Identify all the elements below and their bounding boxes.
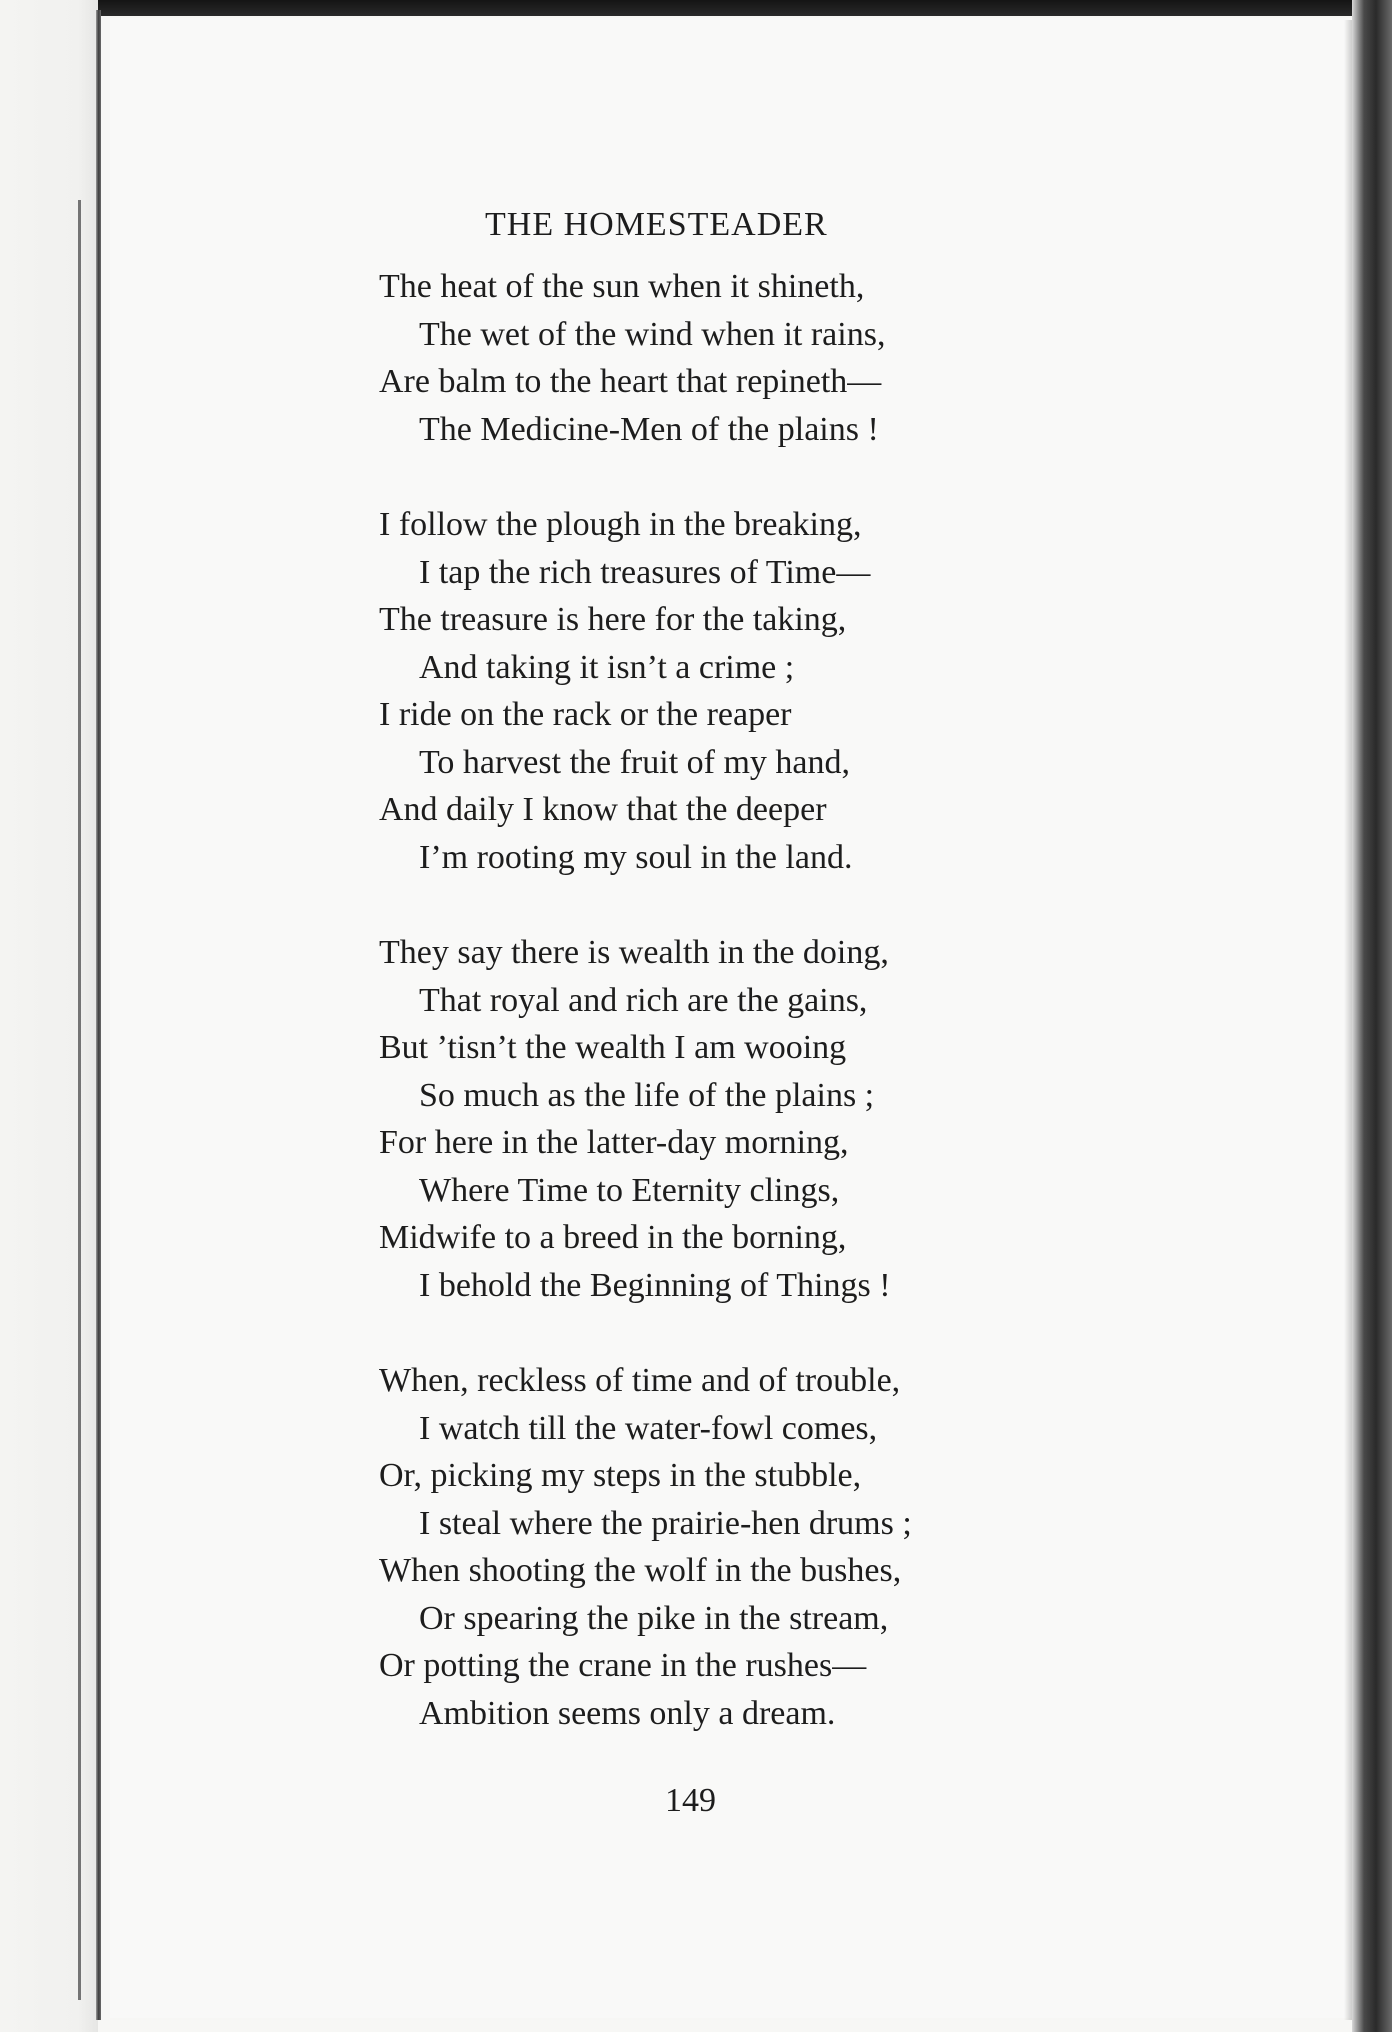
poem-line: Ambition seems only a dream. (419, 1694, 836, 1732)
poem (379, 205, 1099, 1785)
facing-page-edge (0, 0, 98, 2032)
poem-line: I behold the Beginning of Things ! (419, 1266, 891, 1304)
page-number: 149 (665, 1782, 716, 1819)
page-gutter-shadow (78, 200, 81, 2000)
poem-line: But ’tisn’t the wealth I am wooing (379, 1029, 847, 1066)
poem-line: Where Time to Eternity clings, (419, 1171, 840, 1209)
stanza (379, 929, 1099, 1309)
poem-line: I’m rooting my soul in the land. (419, 838, 853, 876)
poem-line: Or potting the crane in the rushes— (379, 1647, 867, 1684)
poem-line: I watch till the water-fowl comes, (419, 1409, 878, 1447)
poem-line: The wet of the wind when it rains, (419, 315, 886, 353)
poem-line: Are balm to the heart that repineth— (379, 363, 882, 400)
book-top-edge (0, 0, 1392, 16)
poem-line: I tap the rich treasures of Time— (419, 553, 871, 591)
poem-line: And daily I know that the deeper (379, 791, 827, 828)
poem-line: They say there is wealth in the doing, (379, 934, 889, 971)
poem-title: THE HOMESTEADER (485, 206, 828, 243)
poem-line: Or, picking my steps in the stubble, (379, 1457, 862, 1494)
poem-line: I ride on the rack or the reaper (379, 696, 792, 733)
poem-line: And taking it isn’t a crime ; (419, 648, 795, 686)
poem-line: To harvest the fruit of my hand, (419, 743, 851, 781)
poem-line: Or spearing the pike in the stream, (419, 1599, 889, 1637)
stanza (379, 1357, 1099, 1737)
poem-line: That royal and rich are the gains, (419, 981, 868, 1019)
book-cover-edge (1352, 0, 1392, 2032)
poem-line: For here in the latter-day morning, (379, 1124, 849, 1161)
poem-line: When shooting the wolf in the bushes, (379, 1552, 902, 1589)
poem-line: When, reckless of time and of trouble, (379, 1362, 901, 1399)
stanza (379, 263, 1099, 453)
stanza (379, 501, 1099, 881)
page-edge-shadow (1344, 20, 1352, 2020)
poem-line: The Medicine-Men of the plains ! (419, 410, 879, 448)
poem-line: So much as the life of the plains ; (419, 1076, 875, 1114)
poem-line: I steal where the prairie-hen drums ; (419, 1504, 912, 1542)
poem-line: I follow the plough in the breaking, (379, 506, 862, 543)
poem-line: Midwife to a breed in the borning, (379, 1219, 847, 1256)
poem-line: The treasure is here for the taking, (379, 601, 847, 638)
page-gutter-line (96, 10, 101, 2020)
poem-line: The heat of the sun when it shineth, (379, 268, 865, 305)
